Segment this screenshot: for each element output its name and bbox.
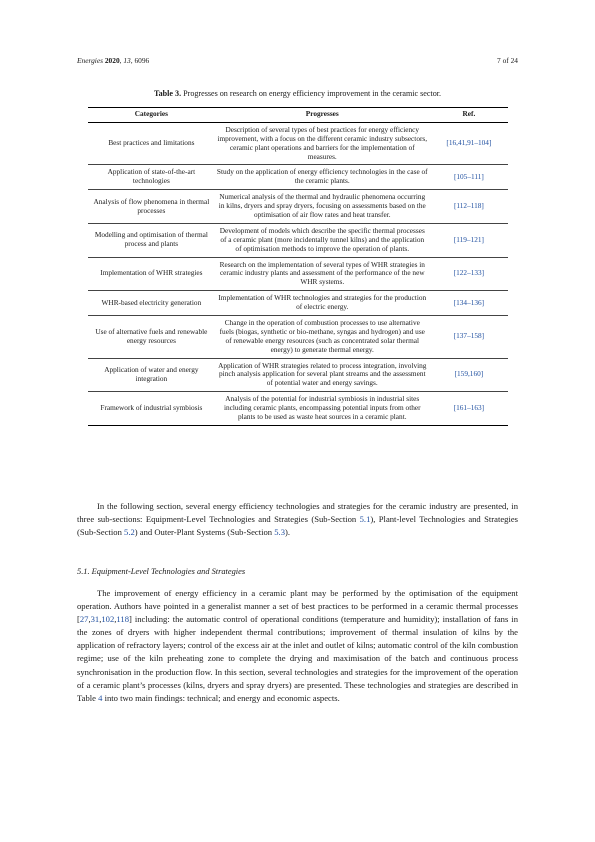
reference-link[interactable]: [16,41,91–104] <box>430 122 508 165</box>
progress-cell: Study on the application of energy efficiency technologies in the case of the ceramic plants. <box>215 165 430 190</box>
section-link[interactable]: 5.3 <box>274 527 285 538</box>
citation-link[interactable]: 27 <box>79 614 89 625</box>
table-row <box>88 165 508 190</box>
progress-cell: Research on the implementation of several types of WHR strategies in ceramic industry plants and assessment of the performance of the new WHR systems. <box>215 257 430 291</box>
journal-citation: Energies 2020, 13, 6096 <box>77 56 150 65</box>
table-link[interactable]: 4 <box>98 692 103 703</box>
body-paragraph: The improvement of energy efficiency in a ceramic plant may be performed by the optimisation of the equipment operation. Authors have pointed in a generalist manner a set of best practices to be performed in a ceramic thermal processes [27,31,102,118] including: the automatic control of operational conditions (temperature and humidity); installation of fans in the zones of dryers with higher independent thermal contributions; improvement of thermal insulation of kilns by the application of refractory layers; control of the excess air at the inlet and outlet of kilns; automatic control of the kiln combustion regime; use of the kiln preheating zone to complete the drying and maximisation of the batch and continuous process synchronisation in the production flow. In this section, several technologies and strategies for the improvement of the operation of a ceramic plant’s processes (kilns, dryers and spray dryers) are presented. These technologies and strategies are described in Table 4 into two main findings: technical; and energy and economic aspects. <box>77 588 518 703</box>
table-row <box>88 291 508 316</box>
category-cell: Application of water and energy integration <box>88 358 215 392</box>
category-cell: Analysis of flow phenomena in thermal processes <box>88 190 215 224</box>
section-link[interactable]: 5.1 <box>359 514 371 525</box>
progress-cell: Description of several types of best practices for energy efficiency improvement, with a focus on the different ceramic industry subsectors, ceramic plant operations and barriers for the implementation of measures. <box>215 122 430 165</box>
progress-cell: Application of WHR strategies related to process integration, involving pinch analysis application for several plant streams and the assessment of potential water and energy savings. <box>215 358 430 392</box>
table-row <box>88 316 508 359</box>
page-number: 7 of 24 <box>497 56 518 65</box>
table-row <box>88 223 508 257</box>
category-cell: Modelling and optimisation of thermal process and plants <box>88 223 215 257</box>
intro-paragraph: In the following section, several energy efficiency technologies and strategies for the ceramic industry are presented, in three sub-sections: Equipment-Level Technologies and Strategies (Sub-Section 5.1), Plant-level Technologies and Strategies (Sub-Section 5.2) and Outer-Plant Systems (Sub-Section 5.3). <box>77 501 519 538</box>
category-cell: Implementation of WHR strategies <box>88 257 215 291</box>
citation-link[interactable]: 31 <box>90 614 100 625</box>
reference-link[interactable]: [119–121] <box>430 223 508 257</box>
category-cell: Application of state-of-the-art technologies <box>88 165 215 190</box>
table-row <box>88 392 508 426</box>
progress-cell: Analysis of the potential for industrial symbiosis in industrial sites including ceramic plants, encompassing potential inputs from other plants to be used as waste heat sources in a ceramic plant. <box>215 392 430 426</box>
progress-cell: Numerical analysis of the thermal and hydraulic phenomena occurring in kilns, dryers and spray dryers, focusing on assessments based on the optimisation of air flow rates and heat transfer. <box>215 190 430 224</box>
section-heading: 5.1. Equipment-Level Technologies and Strategies <box>77 567 246 576</box>
table-row <box>88 358 508 392</box>
section-link[interactable]: 5.2 <box>124 527 135 538</box>
column-header: Categories <box>88 108 215 123</box>
progress-cell: Change in the operation of combustion processes to use alternative fuels (biogas, synthetic or bio-methane, syngas and hydrogen) and use of renewable energy resources (such as concentrated solar thermal energy) to generate thermal energy. <box>215 316 430 359</box>
progress-table <box>88 107 508 426</box>
reference-link[interactable]: [134–136] <box>430 291 508 316</box>
table-row <box>88 257 508 291</box>
table-caption: Table 3. Progresses on research on energy efficiency improvement in the ceramic sector. <box>153 89 442 98</box>
reference-link[interactable]: [159,160] <box>430 358 508 392</box>
reference-link[interactable]: [137–158] <box>430 316 508 359</box>
table-row <box>88 190 508 224</box>
table-header-row <box>88 108 508 123</box>
progress-cell: Development of models which describe the specific thermal processes of a ceramic plant (more incidentally tunnel kilns) and the application of optimisation methods to improve the operation of plants. <box>215 223 430 257</box>
category-cell: Framework of industrial symbiosis <box>88 392 215 426</box>
reference-link[interactable]: [161–163] <box>430 392 508 426</box>
category-cell: Best practices and limitations <box>88 122 215 165</box>
reference-link[interactable]: [112–118] <box>430 190 508 224</box>
category-cell: Use of alternative fuels and renewable energy resources <box>88 316 215 359</box>
column-header: Progresses <box>215 108 430 123</box>
citation-link[interactable]: 118 <box>116 614 129 625</box>
category-cell: WHR-based electricity generation <box>88 291 215 316</box>
reference-link[interactable]: [105–111] <box>430 165 508 190</box>
reference-link[interactable]: [122–133] <box>430 257 508 291</box>
column-header: Ref. <box>430 108 508 123</box>
table-row <box>88 122 508 165</box>
citation-link[interactable]: 102 <box>101 614 115 625</box>
progress-cell: Implementation of WHR technologies and strategies for the production of electric energy. <box>215 291 430 316</box>
